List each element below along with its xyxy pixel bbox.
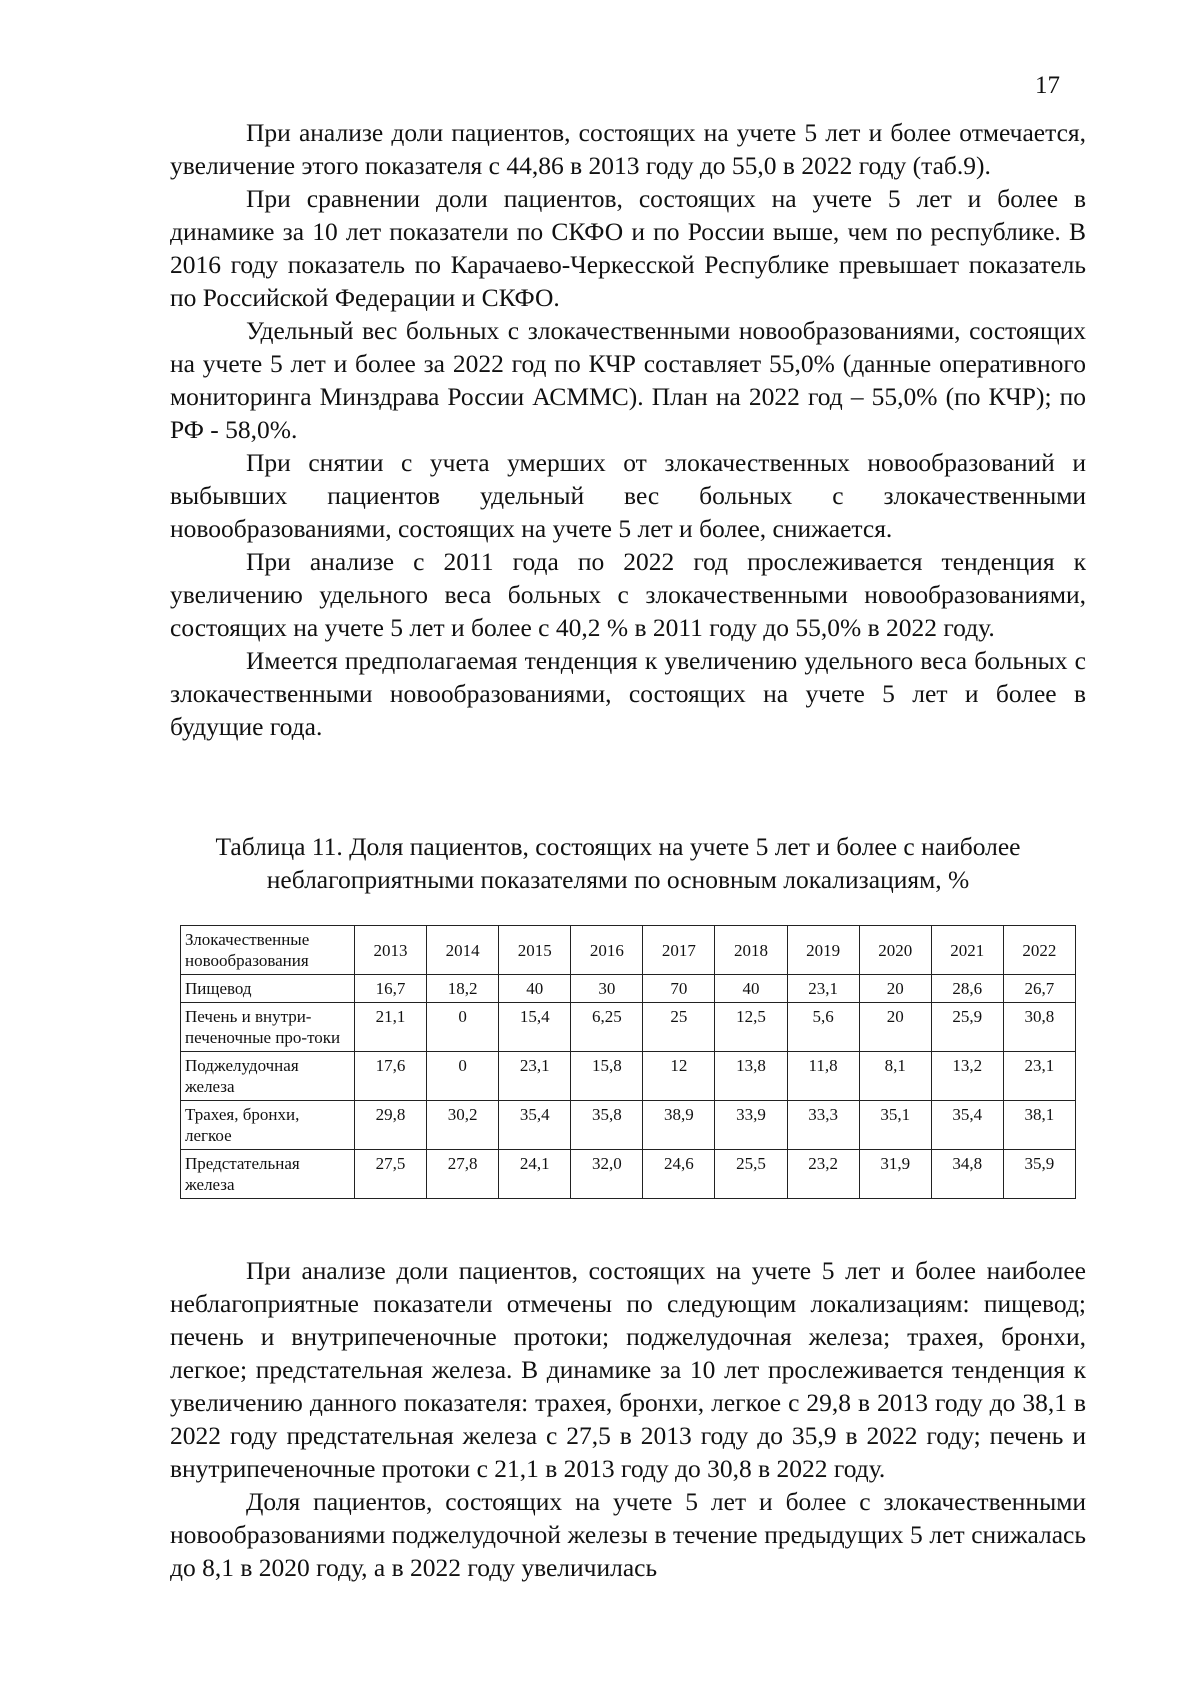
table-cell: 30 [571, 975, 643, 1003]
table-cell: 35,1 [859, 1101, 931, 1150]
table-row [181, 1101, 1076, 1150]
table-cell: 18,2 [427, 975, 499, 1003]
table-corner-header: Злокачественные новообразования [181, 926, 355, 975]
page-number: 17 [1035, 72, 1060, 99]
table-row [181, 1003, 1076, 1052]
table-cell: 35,4 [931, 1101, 1003, 1150]
table-header-row [181, 926, 1076, 975]
table-cell: 27,8 [427, 1150, 499, 1199]
table-cell: 16,7 [355, 975, 427, 1003]
table-cell: 12 [643, 1052, 715, 1101]
paragraph: При анализе с 2011 года по 2022 год прослеживается тенденция к увеличению удельного веса больных с злокачественными новообразованиями, состоящих на учете 5 лет и более с 40,2 % в 2011 году до 55,0% в 2022 году. [170, 547, 1086, 642]
table-cell: 38,9 [643, 1101, 715, 1150]
table-cell: 38,1 [1003, 1101, 1075, 1150]
table-cell: 35,4 [499, 1101, 571, 1150]
table-cell: 23,1 [1003, 1052, 1075, 1101]
year-header: 2021 [931, 926, 1003, 975]
table-cell: 28,6 [931, 975, 1003, 1003]
paragraph: При снятии с учета умерших от злокачественных новообразований и выбывших пациентов удельный вес больных с злокачественными новообразованиями, состоящих на учете 5 лет и более, снижается. [170, 448, 1086, 543]
year-header: 2018 [715, 926, 787, 975]
table-cell: 17,6 [355, 1052, 427, 1101]
year-header: 2022 [1003, 926, 1075, 975]
table-row [181, 1150, 1076, 1199]
data-table [180, 925, 1076, 1199]
table-cell: 15,4 [499, 1003, 571, 1052]
table-caption: Таблица 11. Доля пациентов, состоящих на учете 5 лет и более с наиболее неблагоприятными показателями по основным локализациям, % [215, 832, 1021, 894]
year-header: 2014 [427, 926, 499, 975]
row-label: Пищевод [181, 975, 355, 1003]
table-cell: 23,2 [787, 1150, 859, 1199]
table-cell: 40 [499, 975, 571, 1003]
row-label: Трахея, бронхи, легкое [181, 1101, 355, 1150]
table-cell: 32,0 [571, 1150, 643, 1199]
year-header: 2015 [499, 926, 571, 975]
paragraph: При сравнении доли пациентов, состоящих на учете 5 лет и более в динамике за 10 лет показатели по СКФО и по России выше, чем по республике. В 2016 году показатель по Карачаево-Черкесской Республике превышает показатель по Российской Федерации и СКФО. [170, 184, 1086, 312]
table-cell: 23,1 [499, 1052, 571, 1101]
table-cell: 33,3 [787, 1101, 859, 1150]
row-label: Печень и внутри-печеночные про-токи [181, 1003, 355, 1052]
paragraph: При анализе доли пациентов, состоящих на учете 5 лет и более отмечается, увеличение этого показателя с 44,86 в 2013 году до 55,0 в 2022 году (таб.9). [170, 118, 1086, 180]
table-cell: 21,1 [355, 1003, 427, 1052]
table-cell: 31,9 [859, 1150, 931, 1199]
table-cell: 6,25 [571, 1003, 643, 1052]
paragraph: При анализе доли пациентов, состоящих на учете 5 лет и более наиболее неблагоприятные показатели отмечены по следующим локализациям: пищевод; печень и внутрипеченочные протоки; поджелудочная железа; трахея, бронхи, легкое; предстательная железа. В динамике за 10 лет прослеживается тенденция к увеличению данного показателя: трахея, бронхи, легкое с 29,8 в 2013 году до 38,1 в 2022 году предстательная железа с 27,5 в 2013 году до 35,9 в 2022 году; печень и внутрипеченочные протоки с 21,1 в 2013 году до 30,8 в 2022 году. [170, 1256, 1086, 1483]
table-row [181, 1052, 1076, 1101]
year-header: 2019 [787, 926, 859, 975]
table-cell: 11,8 [787, 1052, 859, 1101]
table-cell: 40 [715, 975, 787, 1003]
paragraph: Доля пациентов, состоящих на учете 5 лет и более с злокачественными новообразованиями поджелудочной железы в течение предыдущих 5 лет снижалась до 8,1 в 2020 году, а в 2022 году увеличилась [170, 1487, 1086, 1582]
table-cell: 25 [643, 1003, 715, 1052]
table-cell: 24,1 [499, 1150, 571, 1199]
text-block-bottom [170, 1254, 1086, 1584]
table-cell: 13,2 [931, 1052, 1003, 1101]
table-cell: 35,8 [571, 1101, 643, 1150]
table-cell: 33,9 [715, 1101, 787, 1150]
year-header: 2016 [571, 926, 643, 975]
table-cell: 34,8 [931, 1150, 1003, 1199]
table-cell: 24,6 [643, 1150, 715, 1199]
table-cell: 29,8 [355, 1101, 427, 1150]
table-cell: 27,5 [355, 1150, 427, 1199]
table-cell: 12,5 [715, 1003, 787, 1052]
table-cell: 30,2 [427, 1101, 499, 1150]
row-label: Поджелудочная железа [181, 1052, 355, 1101]
year-header: 2013 [355, 926, 427, 975]
table-cell: 70 [643, 975, 715, 1003]
text-block-top [170, 116, 1086, 743]
table-cell: 0 [427, 1052, 499, 1101]
table-cell: 13,8 [715, 1052, 787, 1101]
table-cell: 5,6 [787, 1003, 859, 1052]
table-cell: 26,7 [1003, 975, 1075, 1003]
table-cell: 0 [427, 1003, 499, 1052]
table-cell: 35,9 [1003, 1150, 1075, 1199]
table-cell: 25,5 [715, 1150, 787, 1199]
paragraph: Имеется предполагаемая тенденция к увеличению удельного веса больных с злокачественными новообразованиями, состоящих на учете 5 лет и более в будущие года. [170, 646, 1086, 741]
table-cell: 25,9 [931, 1003, 1003, 1052]
paragraph: Удельный вес больных с злокачественными новообразованиями, состоящих на учете 5 лет и более за 2022 год по КЧР составляет 55,0% (данные оперативного мониторинга Минздрава России АСММС). План на 2022 год – 55,0% (по КЧР); по РФ - 58,0%. [170, 316, 1086, 444]
year-header: 2017 [643, 926, 715, 975]
table-row [181, 975, 1076, 1003]
table-cell: 20 [859, 1003, 931, 1052]
table-cell: 20 [859, 975, 931, 1003]
year-header: 2020 [859, 926, 931, 975]
table-cell: 15,8 [571, 1052, 643, 1101]
row-label: Предстательная железа [181, 1150, 355, 1199]
table-cell: 8,1 [859, 1052, 931, 1101]
table-cell: 23,1 [787, 975, 859, 1003]
table-cell: 30,8 [1003, 1003, 1075, 1052]
